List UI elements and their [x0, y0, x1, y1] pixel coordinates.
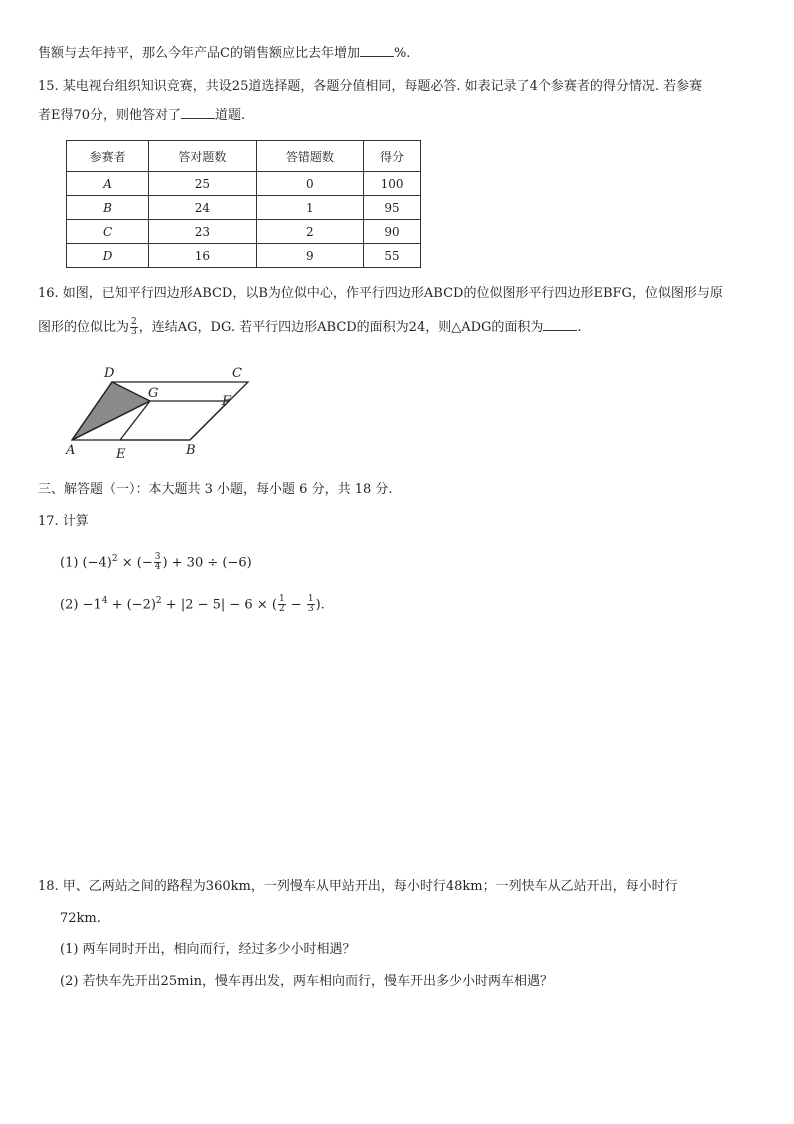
q17-part2-d: −: [286, 597, 306, 613]
table-cell: 9: [256, 244, 363, 268]
q16-line2-pre: 图形的位似比为: [38, 320, 130, 335]
q17-part2-fraction1: [278, 595, 286, 614]
table-cell: 55: [364, 244, 421, 268]
table-cell: 100: [364, 172, 421, 196]
q15-line2-post: 道题.: [215, 108, 246, 123]
q17-part2-exp2: 2: [155, 596, 162, 606]
q16-ratio-den: 3: [131, 327, 137, 337]
table-header: 得分: [364, 141, 421, 172]
q17-title: 17. 计算: [38, 514, 89, 529]
table-header: 参赛者: [67, 141, 149, 172]
q14-answer-blank[interactable]: [360, 44, 394, 57]
table-cell: C: [67, 220, 149, 244]
q15-line1: 15. 某电视台组织知识竞赛，共设25道选择题，各题分值相同，每题必答. 如表记录了4个参赛者的得分情况. 若参赛: [38, 79, 703, 94]
label-b: B: [186, 443, 196, 458]
table-cell: D: [67, 244, 149, 268]
q16-line2-post: .: [577, 320, 582, 335]
q17-part2-e: ).: [315, 597, 325, 613]
label-f: F: [222, 394, 232, 409]
table-header: 答对题数: [149, 141, 256, 172]
q18-sub1: (1) 两车同时开出，相向而行，经过多少小时相遇？: [60, 942, 356, 957]
q17-part2-fraction2: [307, 595, 315, 614]
label-g: G: [148, 386, 159, 401]
q17-part2: [60, 588, 325, 618]
table-cell: 25: [149, 172, 256, 196]
table-cell: 1: [256, 196, 363, 220]
q17-part2-exp1: 4: [101, 596, 108, 606]
q16-answer-blank[interactable]: [543, 318, 577, 331]
q17-part2-b: + (−2): [107, 597, 156, 613]
q16-line1: 16. 如图，已知平行四边形ABCD，以B为位似中心，作平行四边形ABCD的位似图形平行四边形EBFG，位似图形与原: [38, 286, 723, 301]
label-a: A: [66, 443, 76, 458]
q17-part1-exp: 2: [111, 554, 118, 564]
q15-line2: [38, 106, 245, 126]
q16-line2: [38, 318, 582, 338]
table-cell: 23: [149, 220, 256, 244]
q17-part1-num: 3: [154, 552, 161, 563]
table-cell: B: [67, 196, 149, 220]
table-cell: 2: [256, 220, 363, 244]
q14-tail-line: [38, 44, 410, 64]
q16-ratio-num: 2: [131, 317, 137, 327]
table-header: 答错题数: [256, 141, 363, 172]
q17-part1: [60, 546, 252, 576]
label-e: E: [116, 447, 126, 462]
q17-part1-c: ) + 30 ÷ (−6): [162, 555, 252, 571]
q17-part1-a: (1) (−4): [60, 555, 112, 571]
table-row: [67, 244, 421, 268]
table-cell: 0: [256, 172, 363, 196]
q17-part2-den1: 2: [278, 604, 285, 615]
score-table: [66, 140, 421, 268]
table-row: [67, 172, 421, 196]
table-cell: 16: [149, 244, 256, 268]
q17-part1-fraction: [154, 553, 162, 572]
q17-part1-den: 4: [154, 562, 161, 573]
table-header-row: [67, 141, 421, 172]
table-row: [67, 196, 421, 220]
q17-part2-num1: 1: [278, 594, 285, 605]
table-cell: 95: [364, 196, 421, 220]
q15-line2-pre: 者E得70分，则他答对了: [38, 108, 182, 123]
q17-part1-b: × (−: [117, 555, 153, 571]
q17-part2-a: (2) −1: [60, 597, 102, 613]
q14-tail-text: 售额与去年持平，那么今年产品C的销售额应比去年增加: [38, 46, 360, 61]
q18-line2: 72km.: [60, 911, 101, 926]
table-cell: A: [67, 172, 149, 196]
q14-tail-suffix: %.: [393, 46, 411, 61]
q18-sub2: (2) 若快车先开出25min，慢车再出发，两车相向而行，慢车开出多少小时两车相遇？: [60, 974, 553, 989]
parallelogram-figure: [60, 362, 260, 462]
q15-answer-blank[interactable]: [181, 106, 215, 119]
table-cell: 90: [364, 220, 421, 244]
q16-ratio-fraction: [130, 318, 138, 337]
q17-part2-c: + |2 − 5| − 6 × (: [161, 597, 277, 613]
q16-line2-mid: ，连结AG，DG. 若平行四边形ABCD的面积为24，则△ADG的面积为: [138, 320, 544, 335]
table-row: [67, 220, 421, 244]
q18-line1: 18. 甲、乙两站之间的路程为360km，一列慢车从甲站开出，每小时行48km；一列快车从乙站开出，每小时行: [38, 879, 678, 894]
q17-part2-num2: 1: [307, 594, 314, 605]
q17-part2-den2: 3: [307, 604, 314, 615]
triangle-adg-shaded: [72, 382, 150, 440]
table-cell: 24: [149, 196, 256, 220]
label-d: D: [104, 366, 115, 381]
section3-title: 三、解答题（一）：本大题共 3 小题，每小题 6 分，共 18 分.: [38, 482, 393, 497]
label-c: C: [232, 366, 242, 381]
